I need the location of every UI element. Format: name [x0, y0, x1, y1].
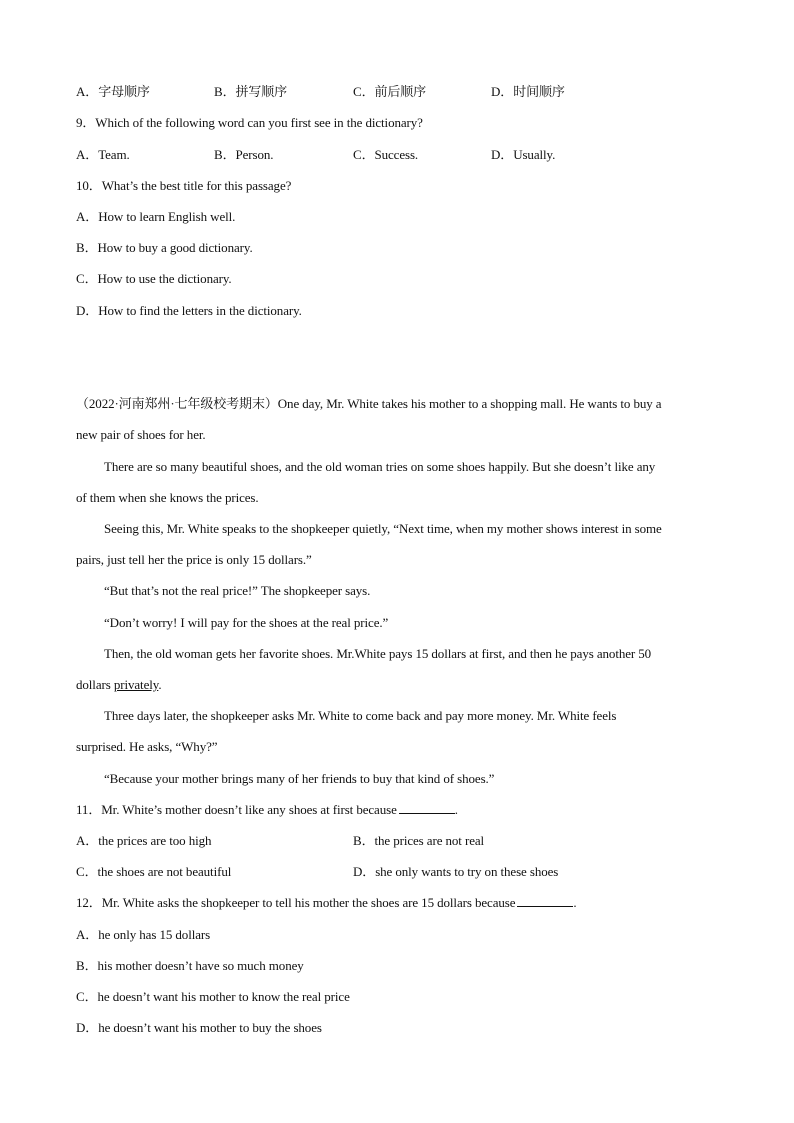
passage-line: Then, the old woman gets her favorite shoes. Mr.White pays 15 dollars at first, and then he pays another 50 — [104, 646, 652, 661]
passage-line: “But that’s not the real price!” The shopkeeper says. — [104, 583, 371, 598]
passage-line: “Don’t worry! I will pay for the shoes at the real price.” — [104, 615, 389, 630]
answer-blank — [517, 895, 573, 907]
passage-text: dollars — [76, 677, 114, 692]
q12-question — [76, 895, 577, 911]
passage-line: “Because your mother brings many of her friends to buy that kind of shoes.” — [104, 771, 495, 786]
passage-line-1 — [76, 396, 661, 412]
q12-question-text: 12．Mr. White asks the shopkeeper to tell his mother the shoes are 15 dollars because — [76, 895, 516, 910]
q10-option-a: A．How to learn English well. — [76, 209, 236, 224]
q9-option-b: B．Person. — [214, 147, 274, 162]
q8-option-a: A．字母顺序 — [76, 84, 150, 99]
q12-option-a: A．he only has 15 dollars — [76, 927, 211, 942]
q12-option-d: D．he doesn’t want his mother to buy the shoes — [76, 1020, 322, 1035]
passage-line: Seeing this, Mr. White speaks to the shopkeeper quietly, “Next time, when my mother shows interest in some — [104, 521, 662, 536]
q9-option-d: D．Usually. — [491, 147, 556, 162]
passage-source: （2022·河南郑州·七年级校考期末） — [76, 396, 278, 411]
passage-text: One day, Mr. White takes his mother to a shopping mall. He wants to buy a — [277, 396, 662, 411]
answer-blank — [399, 802, 455, 814]
q10-option-c: C．How to use the dictionary. — [76, 271, 232, 286]
passage-line: surprised. He asks, “Why?” — [76, 739, 218, 754]
q8-option-d: D．时间顺序 — [491, 84, 565, 99]
underlined-word: privately — [113, 677, 159, 692]
passage-line: There are so many beautiful shoes, and the old woman tries on some shoes happily. But she doesn’t like any — [104, 459, 656, 474]
q11-question-end: . — [454, 802, 458, 817]
q8-option-b: B．拼写顺序 — [214, 84, 288, 99]
q11-question — [76, 802, 458, 818]
q9-option-a: A．Team. — [76, 147, 130, 162]
q9-question: 9．Which of the following word can you first see in the dictionary? — [76, 115, 423, 130]
passage-line: new pair of shoes for her. — [76, 427, 206, 442]
q10-question: 10．What’s the best title for this passage? — [76, 178, 292, 193]
q11-option-b: B．the prices are not real — [353, 833, 485, 848]
q12-option-c: C．he doesn’t want his mother to know the real price — [76, 989, 350, 1004]
q10-option-d: D．How to find the letters in the dictionary. — [76, 303, 302, 318]
passage-line: of them when she knows the prices. — [76, 490, 259, 505]
q12-option-b: B．his mother doesn’t have so much money — [76, 958, 304, 973]
passage-line — [76, 677, 161, 693]
passage-text: . — [158, 677, 162, 692]
q11-question-text: 11．Mr. White’s mother doesn’t like any shoes at first because — [76, 802, 397, 817]
passage-line: pairs, just tell her the price is only 15 dollars.” — [76, 552, 312, 567]
q12-question-end: . — [573, 895, 577, 910]
q9-option-c: C．Success. — [353, 147, 419, 162]
q11-option-d: D．she only wants to try on these shoes — [353, 864, 559, 879]
q11-option-a: A．the prices are too high — [76, 833, 212, 848]
q11-option-c: C．the shoes are not beautiful — [76, 864, 232, 879]
q10-option-b: B．How to buy a good dictionary. — [76, 240, 253, 255]
q8-option-c: C．前后顺序 — [353, 84, 427, 99]
passage-line: Three days later, the shopkeeper asks Mr. White to come back and pay more money. Mr. White feels — [104, 708, 617, 723]
